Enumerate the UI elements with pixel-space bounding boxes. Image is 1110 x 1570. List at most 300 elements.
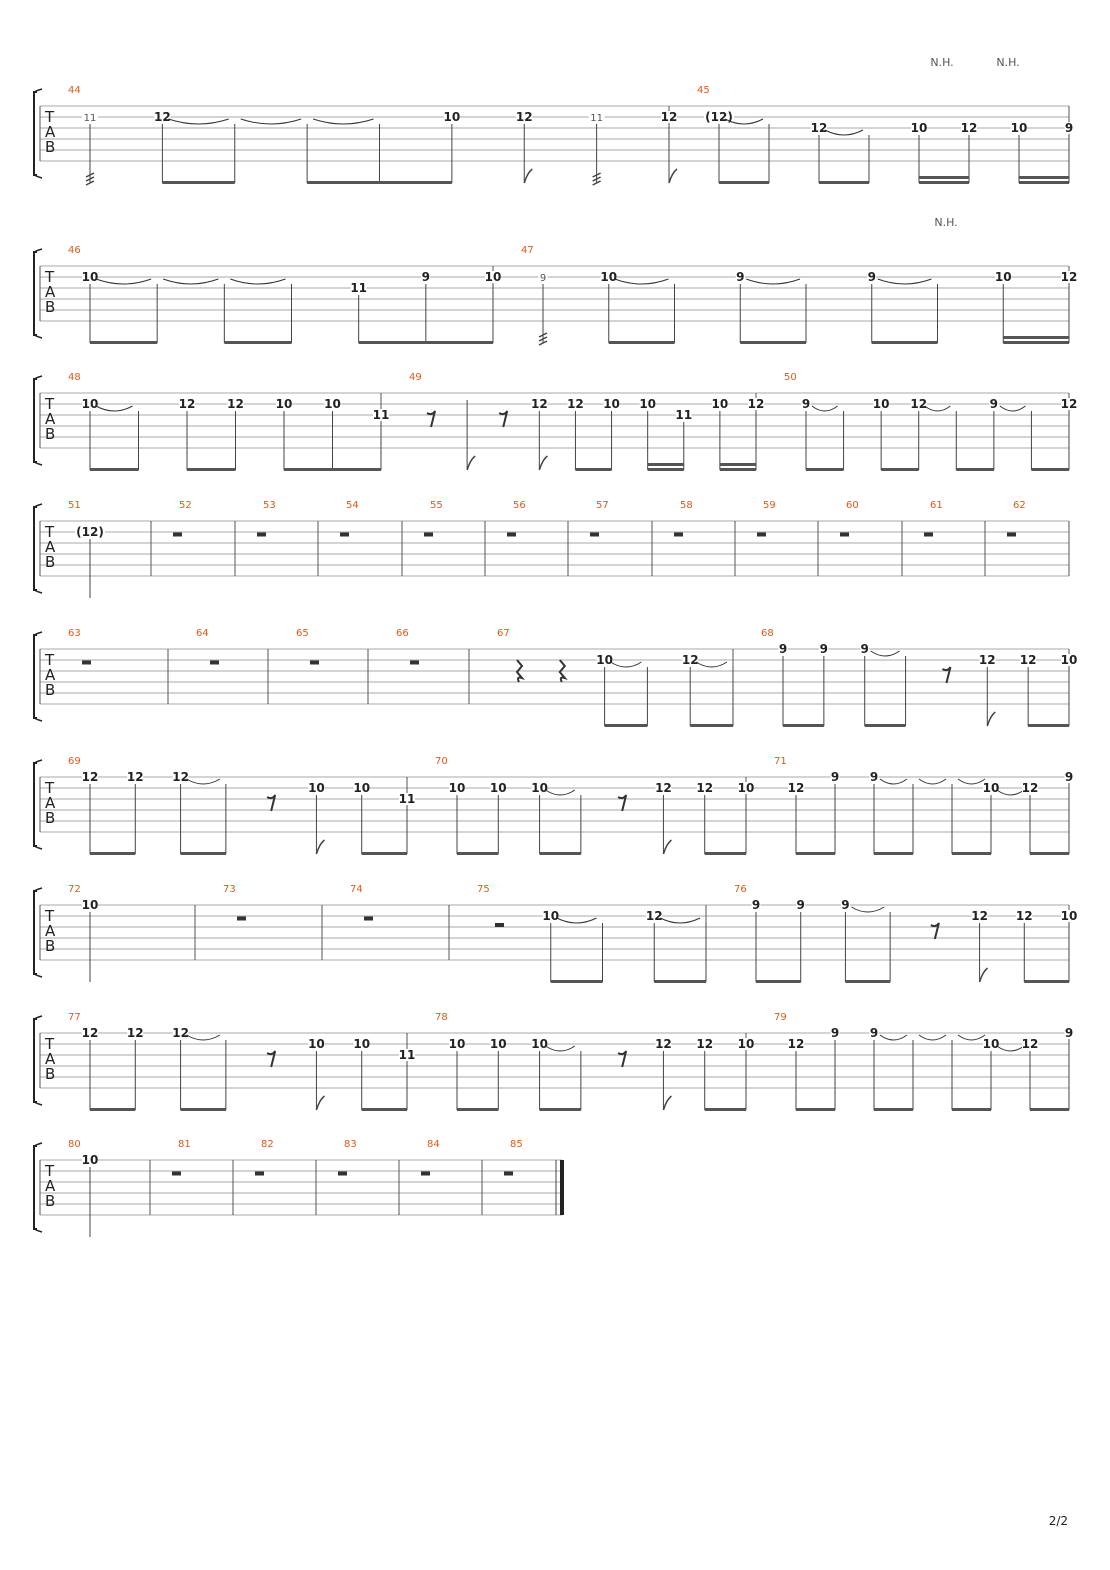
tie-arc <box>958 1035 985 1040</box>
tab-clef-letter: T <box>45 523 55 541</box>
beam <box>575 468 611 471</box>
system-bracket <box>34 1019 37 1102</box>
fret-number: 11 <box>590 113 603 124</box>
beam <box>956 468 994 471</box>
fret-number: 10 <box>489 781 507 795</box>
whole-rest <box>210 661 219 665</box>
measure-number: 66 <box>396 628 409 639</box>
measure-number: 54 <box>346 500 359 511</box>
eighth-flag <box>467 456 475 470</box>
fret-number: 12 <box>1015 909 1033 923</box>
fret-number: 9 <box>751 898 761 912</box>
tie-arc <box>746 279 800 284</box>
whole-rest <box>757 533 766 537</box>
fret-number: (12) <box>705 110 733 124</box>
tie-arc <box>546 1046 575 1051</box>
fret-number: 9 <box>869 1026 879 1040</box>
tab-system <box>34 1012 1074 1111</box>
fret-number: 11 <box>372 408 390 422</box>
fret-number: 9 <box>736 270 745 284</box>
measure-number: 61 <box>930 500 943 511</box>
fret-number: 9 <box>989 397 999 411</box>
beam <box>90 852 135 855</box>
whole-rest <box>504 1172 513 1176</box>
fret-number: 12 <box>154 110 171 124</box>
fret-number: 12 <box>910 397 928 411</box>
beam <box>457 1108 498 1111</box>
measure-number: 51 <box>68 500 81 511</box>
bracket-hook <box>34 1016 42 1105</box>
measure-number: 56 <box>513 500 526 511</box>
fret-number: 12 <box>172 1026 189 1040</box>
tab-clef-letter: T <box>45 108 55 126</box>
fret-number: 12 <box>1060 397 1078 411</box>
fret-number: 10 <box>542 909 560 923</box>
measure-number: 79 <box>774 1012 787 1023</box>
bracket-hook <box>34 760 42 849</box>
bracket-hook <box>34 504 42 593</box>
beam <box>719 181 769 184</box>
measure-number: 57 <box>596 500 609 511</box>
whole-rest <box>421 1172 430 1176</box>
beam <box>1003 341 1069 344</box>
measure-number: 46 <box>68 245 81 256</box>
beam <box>362 852 407 855</box>
fret-number: 12 <box>787 781 805 795</box>
tab-system <box>34 756 1074 855</box>
tab-clef-letter: A <box>45 410 56 428</box>
beam <box>881 468 919 471</box>
measure-number: 82 <box>261 1139 274 1150</box>
fret-number: 9 <box>830 1026 840 1040</box>
beam-secondary <box>1003 336 1069 339</box>
system-bracket <box>34 1146 37 1229</box>
beam <box>952 1108 991 1111</box>
fret-number: 10 <box>448 781 466 795</box>
tab-clef-letter: B <box>45 809 56 827</box>
tab-system <box>34 884 1077 983</box>
whole-rest <box>840 533 849 537</box>
whole-rest <box>172 1172 181 1176</box>
fret-number: 10 <box>982 781 1000 795</box>
tie-arc <box>958 779 985 784</box>
fret-number: 12 <box>172 770 189 784</box>
fret-number: 10 <box>600 270 618 284</box>
tab-system <box>34 500 1069 598</box>
system-bracket <box>34 635 37 718</box>
measure-number: 73 <box>223 884 236 895</box>
fret-number: 11 <box>675 408 693 422</box>
whole-rest <box>507 533 516 537</box>
bracket-hook <box>34 376 42 465</box>
fret-number: 12 <box>645 909 663 923</box>
fret-number: 10 <box>711 397 729 411</box>
tab-system <box>34 56 1074 185</box>
fret-number: 10 <box>872 397 890 411</box>
fret-number: 12 <box>696 781 714 795</box>
beam <box>380 181 452 184</box>
measure-number: 53 <box>263 500 276 511</box>
beam <box>845 980 890 983</box>
beam <box>333 468 382 471</box>
tie-arc <box>546 790 575 795</box>
measure-number: 59 <box>763 500 776 511</box>
tab-system <box>34 216 1077 345</box>
beam <box>740 341 806 344</box>
fret-number: 12 <box>81 1026 99 1040</box>
beam <box>284 468 333 471</box>
natural-harmonic-label: N.H. <box>934 216 958 229</box>
fret-number: 12 <box>660 110 678 124</box>
whole-rest <box>257 533 266 537</box>
eighth-rest <box>267 795 275 811</box>
measure-number: 50 <box>784 372 797 383</box>
beam <box>90 1108 135 1111</box>
fret-number: 10 <box>737 1037 755 1051</box>
fret-number: 9 <box>869 770 879 784</box>
tie-arc <box>871 651 900 656</box>
system-bracket <box>34 252 37 335</box>
tab-system <box>34 628 1077 727</box>
fret-number: 9 <box>860 642 869 656</box>
tie-arc <box>878 279 932 284</box>
fret-number: 10 <box>994 270 1012 284</box>
fret-number: 10 <box>81 898 99 912</box>
fret-number: 12 <box>81 770 99 784</box>
beam <box>654 980 706 983</box>
beam <box>540 1108 581 1111</box>
whole-rest <box>424 533 433 537</box>
tab-clef-letter: B <box>45 681 56 699</box>
tie-arc <box>615 279 669 284</box>
tie-arc <box>919 779 946 784</box>
beam <box>162 181 234 184</box>
fret-number: 12 <box>696 1037 714 1051</box>
fret-number: 10 <box>81 397 99 411</box>
whole-rest <box>310 661 319 665</box>
fret-number: 12 <box>971 909 988 923</box>
beam <box>181 852 226 855</box>
fret-number: 10 <box>324 397 341 411</box>
eighth-rest <box>427 411 435 427</box>
tie-arc <box>925 406 951 411</box>
measure-number: 49 <box>409 372 422 383</box>
half-rest <box>495 923 504 927</box>
page-number: 2/2 <box>1048 1514 1068 1528</box>
measure-number: 75 <box>477 884 490 895</box>
fret-number: 10 <box>1060 653 1078 667</box>
tab-clef-letter: T <box>45 395 55 413</box>
tie-arc <box>557 918 597 923</box>
fret-number: 10 <box>275 397 293 411</box>
fret-number: 10 <box>531 1037 548 1051</box>
tie-arc <box>880 1035 907 1040</box>
measure-number: 84 <box>427 1139 440 1150</box>
tie-arc <box>168 119 228 124</box>
measure-number: 76 <box>734 884 747 895</box>
measure-number: 44 <box>68 85 81 96</box>
measure-number: 58 <box>680 500 693 511</box>
fret-number: 11 <box>398 1048 416 1062</box>
tab-clef-letter: B <box>45 1065 56 1083</box>
tab-clef-letter: T <box>45 779 55 797</box>
system-bracket <box>34 379 37 462</box>
beam-secondary <box>919 176 969 179</box>
tie-arc <box>997 790 1024 795</box>
fret-number: 10 <box>1060 909 1078 923</box>
fret-number: 10 <box>1010 121 1028 135</box>
fret-number: 12 <box>515 110 533 124</box>
beam <box>609 341 675 344</box>
fret-number: 9 <box>778 642 788 656</box>
fret-number: 12 <box>747 397 765 411</box>
tie-arc <box>163 279 218 284</box>
measure-number: 83 <box>344 1139 357 1150</box>
measure-number: 60 <box>846 500 859 511</box>
whole-rest <box>255 1172 264 1176</box>
beam <box>648 468 684 471</box>
tie-arc <box>660 918 700 923</box>
fret-number: 10 <box>982 1037 1000 1051</box>
eighth-rest <box>267 1051 275 1067</box>
eighth-rest <box>618 795 626 811</box>
system-bracket <box>34 92 37 175</box>
fret-number: 10 <box>81 270 99 284</box>
measure-number: 80 <box>68 1139 81 1150</box>
eighth-rest <box>499 411 507 427</box>
tie-arc <box>313 119 373 124</box>
eighth-flag <box>316 840 324 854</box>
beam <box>874 852 913 855</box>
fret-number: 12 <box>178 397 196 411</box>
beam-secondary <box>720 463 756 466</box>
system-bracket <box>34 763 37 846</box>
fret-number: 9 <box>867 270 876 284</box>
fret-number: 12 <box>126 1026 144 1040</box>
measure-number: 47 <box>521 245 534 256</box>
tab-clef-letter: A <box>45 1050 56 1068</box>
fret-number: 12 <box>810 121 828 135</box>
tie-arc <box>96 279 151 284</box>
tab-clef-letter: A <box>45 283 56 301</box>
natural-harmonic-label: N.H. <box>996 56 1020 69</box>
tie-arc <box>96 406 133 411</box>
beam <box>819 181 869 184</box>
beam <box>720 468 756 471</box>
fret-number: 10 <box>448 1037 466 1051</box>
whole-rest <box>674 533 683 537</box>
tab-clef-letter: T <box>45 907 55 925</box>
eighth-flag <box>539 456 547 470</box>
bracket-hook <box>34 888 42 977</box>
beam <box>1019 181 1069 184</box>
whole-rest <box>924 533 933 537</box>
beam <box>952 852 991 855</box>
measure-number: 81 <box>178 1139 191 1150</box>
beam <box>224 341 291 344</box>
beam <box>605 724 648 727</box>
fret-number: 10 <box>353 781 371 795</box>
eighth-flag <box>663 1096 671 1110</box>
measure-number: 45 <box>697 85 710 96</box>
fret-number: 10 <box>603 397 620 411</box>
whole-rest <box>340 533 349 537</box>
beam <box>783 724 824 727</box>
beam <box>187 468 236 471</box>
fret-number: 9 <box>1064 1026 1074 1040</box>
fret-number: 9 <box>421 270 431 284</box>
beam <box>919 181 969 184</box>
eighth-flag <box>663 840 671 854</box>
fret-number: 10 <box>308 1037 325 1051</box>
tie-arc <box>187 779 220 784</box>
tab-system <box>34 1139 562 1237</box>
tab-clef-letter: A <box>45 1177 56 1195</box>
measure-number: 71 <box>774 756 787 767</box>
beam <box>359 341 426 344</box>
measure-number: 70 <box>435 756 448 767</box>
fret-number: 10 <box>353 1037 371 1051</box>
fret-number: 10 <box>484 270 502 284</box>
fret-number: 11 <box>350 281 368 295</box>
beam <box>181 1108 226 1111</box>
tie-arc <box>241 119 301 124</box>
tab-clef-letter: B <box>45 553 56 571</box>
fret-number: 10 <box>489 1037 507 1051</box>
fret-number: 9 <box>819 642 829 656</box>
whole-rest <box>590 533 599 537</box>
fret-number: 12 <box>655 1037 672 1051</box>
bracket-hook <box>34 632 42 721</box>
eighth-rest <box>618 1051 626 1067</box>
whole-rest <box>173 533 182 537</box>
fret-number: 12 <box>655 781 672 795</box>
fret-number: 9 <box>841 898 850 912</box>
measure-number: 72 <box>68 884 81 895</box>
fret-number: 12 <box>126 770 144 784</box>
measure-number: 62 <box>1013 500 1026 511</box>
tab-clef-letter: A <box>45 794 56 812</box>
fret-number: 10 <box>639 397 657 411</box>
measure-number: 85 <box>510 1139 523 1150</box>
tab-clef-letter: T <box>45 651 55 669</box>
fret-number: 10 <box>737 781 755 795</box>
beam <box>690 724 733 727</box>
beam <box>457 852 498 855</box>
beam <box>551 980 603 983</box>
beam <box>756 980 801 983</box>
fret-number: 9 <box>1064 121 1074 135</box>
fret-number: 11 <box>398 792 416 806</box>
fret-number: 12 <box>681 653 699 667</box>
tab-clef-letter: A <box>45 123 56 141</box>
measure-number: 69 <box>68 756 81 767</box>
system-bracket <box>34 891 37 974</box>
measure-number: 55 <box>430 500 443 511</box>
fret-number: 12 <box>960 121 978 135</box>
measure-number: 65 <box>296 628 309 639</box>
beam <box>705 852 746 855</box>
tab-clef-letter: B <box>45 298 56 316</box>
whole-rest <box>410 661 419 665</box>
eighth-flag <box>316 1096 324 1110</box>
fret-number: 12 <box>978 653 996 667</box>
tab-clef-letter: B <box>45 1192 56 1210</box>
beam <box>865 724 906 727</box>
fret-number: 9 <box>539 273 547 284</box>
measure-number: 77 <box>68 1012 81 1023</box>
whole-rest <box>338 1172 347 1176</box>
bracket-hook <box>34 249 42 338</box>
tie-arc <box>230 279 285 284</box>
fret-number: 9 <box>1064 770 1074 784</box>
whole-rest <box>364 917 373 921</box>
measure-number: 67 <box>497 628 510 639</box>
tie-arc <box>1000 406 1026 411</box>
fret-number: 12 <box>787 1037 805 1051</box>
beam <box>1030 852 1069 855</box>
beam <box>1028 724 1069 727</box>
fret-number: 9 <box>830 770 840 784</box>
eighth-rest <box>931 923 939 939</box>
tab-system <box>34 372 1077 471</box>
fret-number: (12) <box>76 525 104 539</box>
measure-number: 48 <box>68 372 81 383</box>
fret-number: 12 <box>567 397 584 411</box>
beam-secondary <box>1019 176 1069 179</box>
whole-rest <box>1007 533 1016 537</box>
tie-arc <box>812 406 838 411</box>
beam <box>307 181 379 184</box>
tab-clef-letter: B <box>45 425 56 443</box>
beam <box>426 341 493 344</box>
fret-number: 12 <box>1060 270 1078 284</box>
tie-arc <box>997 1046 1024 1051</box>
bracket-hook <box>34 89 42 178</box>
tab-clef-letter: A <box>45 922 56 940</box>
eighth-rest <box>942 667 950 683</box>
fret-number: 10 <box>531 781 548 795</box>
tab-clef-letter: T <box>45 268 55 286</box>
beam <box>1024 980 1069 983</box>
fret-number: 12 <box>227 397 244 411</box>
fret-number: 9 <box>796 898 805 912</box>
beam <box>540 852 581 855</box>
system-bracket <box>34 507 37 590</box>
tie-arc <box>187 1035 220 1040</box>
beam <box>362 1108 407 1111</box>
tab-clef-letter: B <box>45 138 56 156</box>
fret-number: 12 <box>1021 1037 1039 1051</box>
beam <box>806 468 844 471</box>
fret-number: 10 <box>910 121 928 135</box>
beam <box>796 852 835 855</box>
beam <box>90 341 157 344</box>
measure-number: 74 <box>350 884 363 895</box>
eighth-flag <box>987 712 995 726</box>
natural-harmonic-label: N.H. <box>930 56 954 69</box>
measure-number: 64 <box>196 628 209 639</box>
tab-clef-letter: B <box>45 937 56 955</box>
beam <box>1030 1108 1069 1111</box>
beam <box>872 341 938 344</box>
beam <box>705 1108 746 1111</box>
fret-number: 11 <box>83 113 97 124</box>
fret-number: 10 <box>308 781 325 795</box>
tie-arc <box>880 779 907 784</box>
eighth-flag <box>524 169 532 183</box>
beam <box>90 468 139 471</box>
